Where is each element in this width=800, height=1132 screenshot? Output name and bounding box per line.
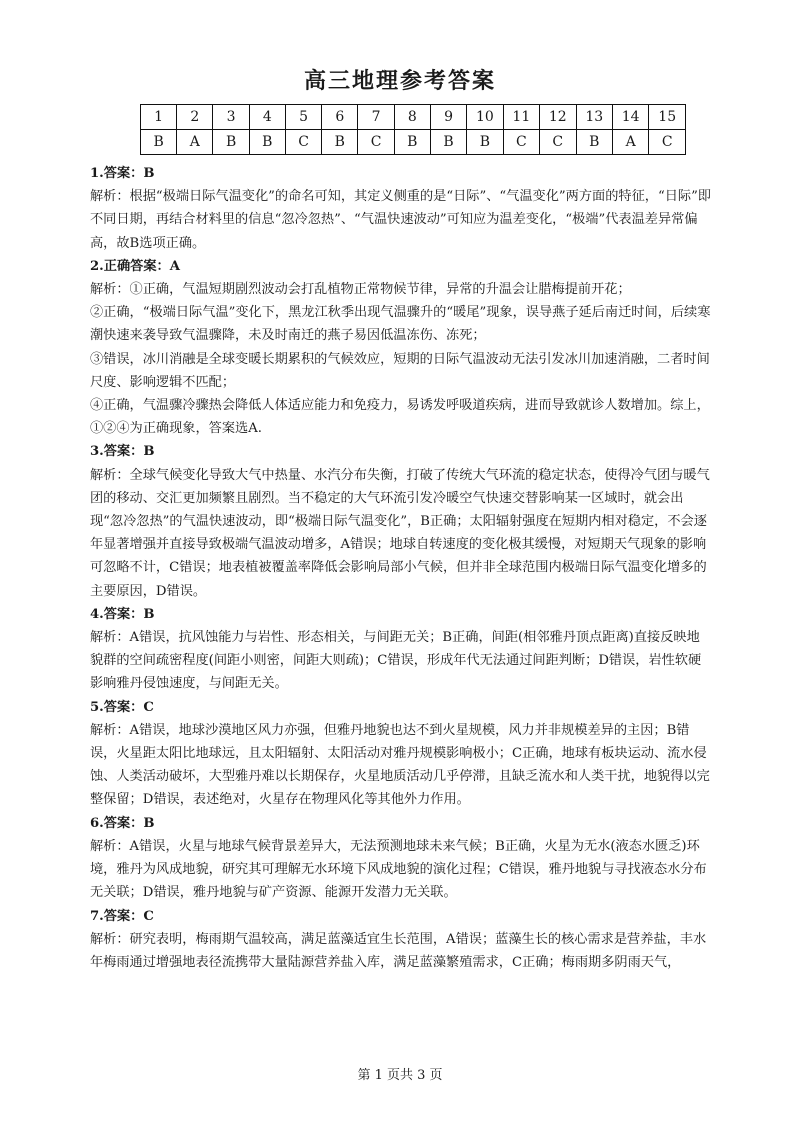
question-heading: 1.答案：B <box>90 166 155 181</box>
question-heading: 4.答案：B <box>90 606 155 622</box>
question-heading: 2.正确答案：A <box>90 258 180 274</box>
explanation-paragraph: 解析：A错误，抗风蚀能力与岩性、形态相关，与间距无关；B正确，间距(相邻雅丹顶点距离)直接反映地貌群的空间疏密程度(间距小则密，间距大则疏)；C错误，形成年代无法通过间距判断；D错误，岩性软硬影响雅丹侵蚀速度，与间距无关。 <box>90 630 702 692</box>
question-number-cell: 10 <box>467 105 503 130</box>
explanation-paragraph: ②正确，“极端日际气温”变化下，黑龙江秋季出现气温骤升的“暖尾”现象，误导燕子延后南迁时间，后续寒潮快速来袭导致气温骤降，未及时南迁的燕子易因低温冻伤、冻死； <box>90 305 711 344</box>
explanation-paragraph: 解析：①正确，气温短期剧烈波动会打乱植物正常物候节律，异常的升温会让腊梅提前开花； <box>90 282 631 298</box>
answer-cell: B <box>430 130 466 155</box>
question-heading: 7.答案：C <box>90 908 154 924</box>
explanation-paragraph: 解析：研究表明，梅雨期气温较高，满足蓝藻适宜生长范围，A错误；蓝藻生长的核心需求是营养盐，丰水年梅雨通过增强地表径流携带大量陆源营养盐入库，满足蓝藻繁殖需求，C正确；梅雨期多阴雨天气， <box>90 931 707 970</box>
answer-cell: B <box>141 130 177 155</box>
answer-table <box>140 104 686 155</box>
answer-cell: B <box>394 130 430 155</box>
answer-cell: C <box>649 130 686 155</box>
explanation-paragraph: 解析：A错误，火星与地球气候背景差异大，无法预测地球未来气候；B正确，火星为无水(液态水匮乏)环境，雅丹为风成地貌，研究其可理解无水环境下风成地貌的演化过程；C错误，雅丹地貌与寻找液态水分布无关联；D错误，雅丹地貌与矿产资源、能源开发潜力无关联。 <box>90 838 707 901</box>
question-number-cell: 9 <box>430 105 466 130</box>
explanation-paragraph: 解析：全球气候变化导致大气中热量、水汽分布失衡，打破了传统大气环流的稳定状态，使得冷气团与暖气团的移动、交汇更加频繁且剧烈。当不稳定的大气环流引发冷暖空气快速交替影响某一区域时，就会出现“忽冷忽热”的气温快速波动，即“极端日际气温变化”，B正确；太阳辐射强度在短期内相对稳定，不会逐年显著增强并直接导致极端气温波动增多，A错误；地球自转速度的变化极其缓慢，对短期天气现象的影响可忽略不计，C错误；地表植被覆盖率降低会影响局部小气候，但并非全球范围内极端日际气温变化增多的主要原因，D错误。 <box>90 467 710 599</box>
question-number-cell: 2 <box>177 105 213 130</box>
page-footer: 第 1 页共 3 页 <box>357 1068 443 1083</box>
answer-cell: B <box>213 130 249 155</box>
answer-cell: B <box>322 130 358 155</box>
question-number-cell: 1 <box>141 105 177 130</box>
answer-cell: C <box>503 130 539 155</box>
answer-cell: A <box>612 130 648 155</box>
answer-cell: C <box>540 130 576 155</box>
explanation-paragraph: ④正确，气温骤冷骤热会降低人体适应能力和免疫力，易诱发呼吸道疾病，进而导致就诊人数增加。综上，①②④为正确现象，答案选A. <box>90 398 710 437</box>
answer-cell: A <box>177 130 213 155</box>
question-number-cell: 14 <box>612 105 648 130</box>
page-title: 高三地理参考答案 <box>303 69 496 94</box>
question-number-cell: 5 <box>285 105 321 130</box>
question-number-cell: 3 <box>213 105 249 130</box>
question-number-cell: 12 <box>540 105 576 130</box>
answer-table-answer-row <box>141 130 686 155</box>
question-number-cell: 15 <box>649 105 686 130</box>
explanation-paragraph: 解析：A错误，地球沙漠地区风力亦强，但雅丹地貌也达不到火星规模，风力并非规模差异的主因；B错误，火星距太阳比地球远，且太阳辐射、太阳活动对雅丹规模影响极小；C正确，地球有板块运动、流水侵蚀、人类活动破坏，大型雅丹难以长期保存，火星地质活动几乎停滞，且缺乏流水和人类干扰，地貌得以完整保留；D错误，表述绝对，火星存在物理风化等其他外力作用。 <box>90 722 710 808</box>
question-number-cell: 6 <box>322 105 358 130</box>
answer-table-number-row <box>141 105 686 130</box>
question-number-cell: 11 <box>503 105 539 130</box>
answer-cell: C <box>358 130 394 155</box>
question-number-cell: 13 <box>576 105 612 130</box>
explanation-paragraph: 解析：根据“极端日际气温变化”的命名可知，其定义侧重的是“日际”、“气温变化”两方面的特征，“日际”即不同日期，再结合材料里的信息“忽冷忽热”、“气温快速波动”可知应为温差变化，“极端”代表温差异常偏高，故B选项正确。 <box>90 189 711 251</box>
question-number-cell: 8 <box>394 105 430 130</box>
question-heading: 3.答案：B <box>90 444 155 460</box>
question-number-cell: 4 <box>249 105 285 130</box>
answer-explanations <box>90 162 712 974</box>
answer-cell: B <box>467 130 503 155</box>
answer-cell: C <box>285 130 321 155</box>
answer-cell: B <box>576 130 612 155</box>
question-number-cell: 7 <box>358 105 394 130</box>
explanation-paragraph: ③错误，冰川消融是全球变暖长期累积的气候效应，短期的日际气温波动无法引发冰川加速消融，二者时间尺度、影响逻辑不匹配； <box>90 351 710 390</box>
question-heading: 6.答案：B <box>90 815 155 831</box>
question-heading: 5.答案：C <box>90 699 154 715</box>
answer-cell: B <box>249 130 285 155</box>
